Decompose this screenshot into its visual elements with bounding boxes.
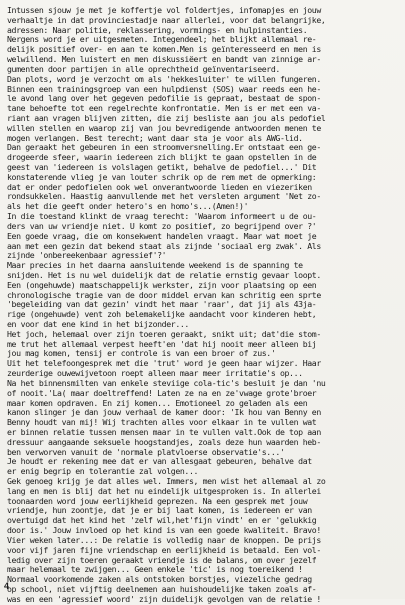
text-line: voor vijf jaren fijne vriendschap en eerlijkheid is betaald. Een vol- — [7, 544, 321, 555]
text-line: verhaaltje in dat provinciestadje naar allerlei, voor dat belangrijke, — [7, 14, 326, 25]
text-line: Dan plots, word je verzocht om als 'hekkesluiter' te willen fungeren. — [7, 73, 321, 84]
text-line: Een goede vraag, die om konsekwent handelen vraagt. Maar wat moet je — [7, 230, 317, 241]
text-line: of nooit.'La( maar doeltreffend! Laten ze na en ze'vwage grote'broer — [7, 387, 317, 398]
text-line: er enig begrip en tolerantie zal volgen... — [7, 466, 199, 477]
text-line: en voor dat ene kind in het bijzonder... — [7, 319, 189, 329]
text-line: overtuigd dat het kind het 'zelf wil,het'fijn vindt' en er 'gelukkig — [7, 515, 317, 526]
text-line: er binnen relatie tussen mensen maar in te vullen valt.Ook de top aan — [7, 426, 321, 437]
text-line: geest van 'iedereen is volslagen getikt, behalve de pedofiel...' Dit — [7, 162, 317, 172]
text-line: kanon slinger je dan jouw verhaal de kamer door: 'Ik hou van Benny en — [7, 407, 321, 418]
text-line: 'begeleiding van dat gezin' vindt het maar 'raar', dat jij als 43ja- — [7, 299, 317, 310]
text-line: toonaarden word jouw eerlijkheid geprezen. Na een gesprek met jouw — [7, 495, 308, 506]
text-line: Na het binnensmilten van enkele steviige cola-tic's besluit je dan 'nu — [7, 377, 326, 388]
text-line: vriendje, hun zoontje, dat je er bij laat komen, is iedereen er van — [7, 505, 312, 516]
text-line: le avond lang over het gegeven pedofilie is gepraat, bestaat de spon- — [7, 93, 321, 104]
text-line: ders van uw vriendje niet. U komt zo positief, zo begrijpend over ?' — [7, 220, 317, 231]
text-line: Binnen een trainingsgroep van een hulpdienst (SOS) waar reeds een he- — [7, 83, 321, 94]
text-line: op school, niet vijftig deelnemen aan huishoudelijke taken zoals af- — [7, 583, 317, 594]
text-line: maar helemaal te zwijgen... Geen enkele 'tic' is nog toereikend ! — [7, 564, 303, 575]
text-line: ben verworven vanuit de 'normale platvloerse observatie's...' — [7, 446, 285, 457]
text-line: adressen: Naar politie, reklassering, vormings- en hulpinstanties. — [7, 24, 308, 35]
text-line: rondsukkelen. Haastig aanvullende met het versleten argument 'Net zo- — [7, 191, 321, 202]
text-line: Een (ongehuwde) maatschappelijk werkster, zijn voor plaatsing op een — [7, 279, 317, 290]
text-line: welwillend. Men luistert en men diskussiëert en bandt van zinnige ar- — [7, 54, 321, 65]
text-line: Dan geraakt het gebeuren in een stroomversnelling.Er ontstaat een ge- — [7, 142, 321, 153]
text-line: chronologische tragie van de door middel ervan kan schritig een sprte — [7, 289, 321, 300]
text-line: zijnde 'onbereekenbaar agressief'?' — [7, 250, 167, 261]
text-line: was en een 'agressief woord' zijn duidelijk gevolgen van de relatie ! — [7, 593, 321, 604]
text-line: door is.' Jouw invloed op het kind is van een goede kwaliteit. Bravo! — [7, 525, 321, 536]
text-line: zeurderige ouwewijvetoon roept alleen maar meer irritatie's op... — [7, 368, 303, 379]
text-line: maar komen opdraven. En zij komen... Emotioneel zo geladen als een — [7, 397, 308, 408]
text-line: In die toestand klinkt de vraag terecht: 'Waarom informeert u de ou- — [7, 211, 317, 222]
body-text — [7, 6, 399, 605]
text-line: ledig over zijn toeren geraakt vriendje is de balans, om over jezelf — [7, 554, 317, 565]
text-line: Normaal voorkomende zaken als ontstoken borstjes, viezeliche gedrag — [7, 574, 312, 585]
text-line: lang en men is blij dat het nu eindelijk uitgesproken is. In allerlei — [7, 485, 321, 496]
text-line: aan met een gezin dat bekend staat als zijnde 'sociaal erg zwak'. Als — [7, 240, 321, 251]
text-line: dat er onder pedofielen ook wel onverantwoorde lieden en viezeriken — [7, 181, 312, 192]
text-line: Het joch, helemaal over zijn toeren geraakt, snikt uit; dat'die stom- — [7, 328, 321, 339]
text-line: jou mag komen, tensij er controle is van een broer of zus.' — [7, 348, 276, 359]
text-line: konstaterende vlieg je van louter schrik op de rem met de opmerking: — [7, 171, 317, 182]
text-line: Uit het telefoongesprek met die 'trut' word je geen haar wijzer. Haar — [7, 358, 321, 369]
text-line: Je houdt er rekening mee dat er van allesgaat gebeuren, behalve dat — [7, 456, 312, 467]
text-line: Nergens word je er uitgesmeten. Integendeel; het blijkt allemaal re- — [7, 34, 317, 45]
text-line: drogeerde sfeer, waarin iedereen zich blijkt te gaan opstellen in de — [7, 152, 317, 163]
text-line: rige (ongehuwde) vent zoh belemakelijke aandacht voor kinderen hebt, — [7, 309, 317, 320]
text-line: mogen verlangen. Best terecht; want daar sta je voor als AWG-lid. — [7, 132, 303, 143]
text-line: dressuur aangaande seksuele hoogstandjes, zoals deze hun waarden heb- — [7, 436, 321, 447]
text-line: gumenten door partijen in alle oprechtheid geïnventariseerd. — [7, 63, 280, 74]
text-line: riant aan vragen blijven zitten, die zij besliste aan jou als pedofiel — [7, 112, 326, 123]
text-line: snijden. Het is nu wel duidelijk dat de relatie ernstig gevaar loopt. — [7, 269, 321, 280]
text-line: Gek genoeg krijg je dat alles wel. Immers, men wist het allemaal al zo — [7, 476, 326, 486]
text-line: als het die geeft onder hetero's en homo's...(Amen!)' — [7, 201, 249, 212]
text-line: delijk positief over- en aan te komen.Men is geïnteresseerd en men is — [7, 44, 321, 55]
text-line: me trut het allemaal verpest heeft'en 'dat hij nooit meer alleen bij — [7, 338, 317, 349]
text-line: Benny houdt van mij! Wij trachten alles voor elkaar in te vullen wat — [7, 417, 317, 428]
page-number: 4 — [4, 581, 10, 591]
text-line: Maar precies in het daarna aansluitende weekend is de spanning te — [7, 260, 303, 271]
text-line: tane behoefte tot een regelrechte konfrontatie. Men is er met een va- — [7, 103, 321, 114]
text-line: Intussen sjouw je met je koffertje vol foldertjes, infomapjes en jouw — [7, 5, 321, 15]
text-line: willen stellen en waarop zij van jou bevredigende antwoorden menen te — [7, 122, 321, 133]
text-line: Vier weken later...: De relatie is volledig naar de knoppen. De prijs — [7, 534, 321, 545]
